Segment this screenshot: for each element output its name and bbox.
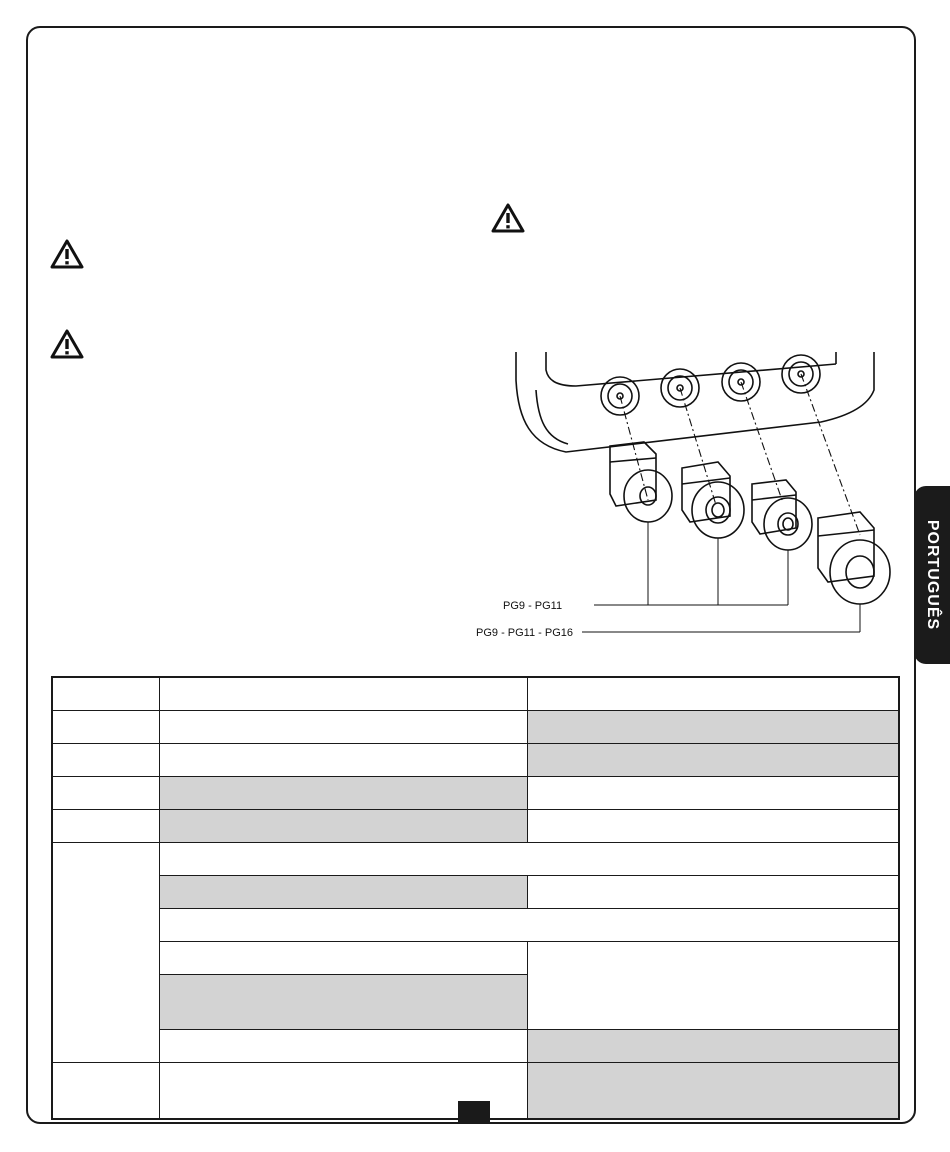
table-cell	[52, 842, 159, 1062]
table-cell	[527, 743, 899, 776]
table-cell	[159, 875, 527, 908]
table-cell	[527, 1029, 899, 1062]
table-cell	[159, 776, 527, 809]
gland-size-label-small: PG9 - PG11	[503, 600, 563, 612]
table-cell	[159, 1029, 527, 1062]
table-cell	[159, 710, 527, 743]
table-cell	[527, 677, 899, 710]
gland-size-label-large: PG9 - PG11 - PG16	[476, 627, 574, 639]
table-cell	[527, 809, 899, 842]
table-row	[52, 776, 899, 809]
table-row	[52, 842, 899, 875]
cable-gland-figure	[476, 350, 896, 668]
language-tab	[914, 486, 950, 664]
page-number-tab	[458, 1101, 490, 1123]
warning-triangle-icon	[491, 203, 525, 233]
table-cell	[159, 974, 527, 1029]
warning-triangle-icon	[50, 329, 84, 359]
table-row	[52, 809, 899, 842]
table-cell	[159, 908, 899, 941]
table-row	[52, 1029, 899, 1062]
table-cell	[52, 743, 159, 776]
table-row	[52, 710, 899, 743]
warning-triangle-icon	[50, 239, 84, 269]
table-row	[52, 941, 899, 974]
table-row	[52, 875, 899, 908]
table-cell	[52, 776, 159, 809]
table-cell	[52, 677, 159, 710]
specifications-table	[51, 676, 900, 1120]
table-cell	[527, 1062, 899, 1119]
table-cell	[159, 743, 527, 776]
table-cell	[52, 1062, 159, 1119]
table-cell	[527, 875, 899, 908]
table-cell	[159, 941, 527, 974]
table-cell	[527, 710, 899, 743]
language-tab-label: PORTUGUÊS	[924, 519, 941, 631]
table-cell	[159, 842, 899, 875]
table-cell	[52, 710, 159, 743]
table-cell	[527, 941, 899, 1029]
table-row	[52, 743, 899, 776]
table-cell	[527, 776, 899, 809]
table-cell	[52, 809, 159, 842]
table-cell	[159, 809, 527, 842]
table-cell	[159, 677, 527, 710]
table-row	[52, 908, 899, 941]
table-row	[52, 677, 899, 710]
